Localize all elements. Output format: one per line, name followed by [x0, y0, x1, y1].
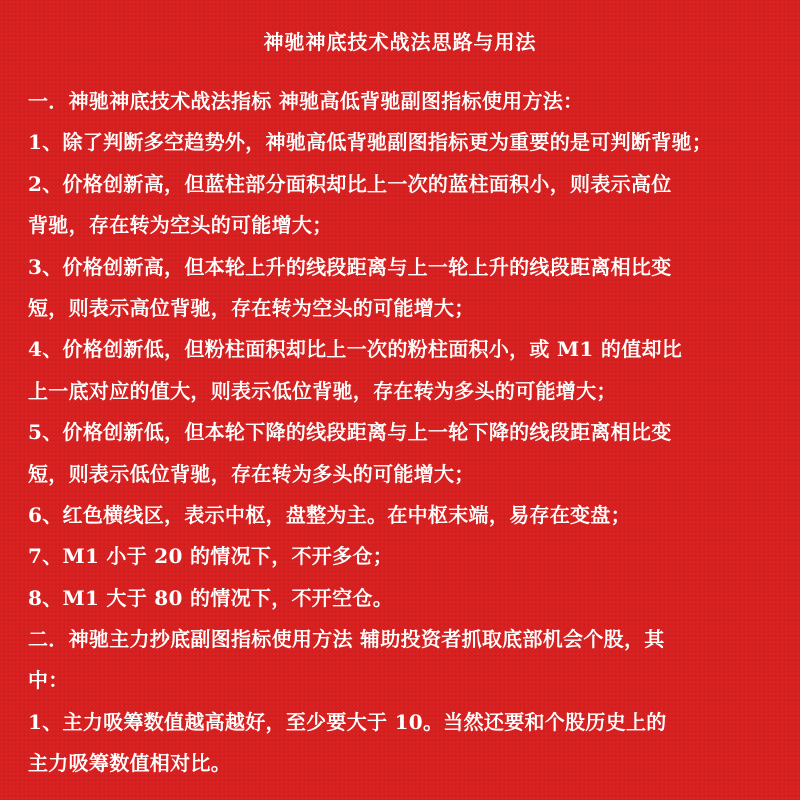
text-line: 3、价格创新高，但本轮上升的线段距离与上一轮上升的线段距离相比变 [28, 254, 672, 279]
text-line: 2、价格创新高，但蓝柱部分面积却比上一次的蓝柱面积小，则表示高位 [28, 171, 672, 196]
text-line: 8、M1 大于 80 的情况下，不开空仓。 [28, 585, 393, 610]
text-line: 短，则表示低位背驰，存在转为多头的可能增大； [28, 461, 475, 486]
text-line: 7、M1 小于 20 的情况下，不开多仓； [28, 544, 393, 569]
document-title: 神驰神底技术战法思路与用法 [263, 30, 537, 54]
text-line: 5、价格创新低，但本轮下降的线段距离与上一轮下降的线段距离相比变 [28, 420, 672, 445]
text-line: 一．神驰神底技术战法指标 神驰高低背驰副图指标使用方法： [28, 89, 584, 113]
text-line: 1、除了判断多空趋势外，神驰高低背驰副图指标更为重要的是可判断背驰； [28, 130, 713, 155]
text-line: 背驰，存在转为空头的可能增大； [28, 213, 333, 238]
text-line: 4、价格创新低，但粉柱面积却比上一次的粉柱面积小，或 M1 的值却比 [28, 337, 683, 362]
text-line: 6、红色横线区，表示中枢，盘整为主。在中枢末端，易存在变盘； [28, 502, 631, 527]
text-line: 二．神驰主力抄底副图指标使用方法 辅助投资者抓取底部机会个股，其 [28, 627, 665, 652]
text-line: 上一底对应的值大，则表示低位背驰，存在转为多头的可能增大； [28, 378, 617, 403]
text-line: 短，则表示高位背驰，存在转为空头的可能增大； [28, 295, 475, 320]
document-body [28, 88, 780, 792]
text-line: 1、主力吸筹数值越高越好，至少要大于 10。当然还要和个股历史上的 [28, 709, 667, 734]
text-line: 中： [28, 668, 69, 693]
text-line: 主力吸筹数值相对比。 [28, 751, 231, 776]
